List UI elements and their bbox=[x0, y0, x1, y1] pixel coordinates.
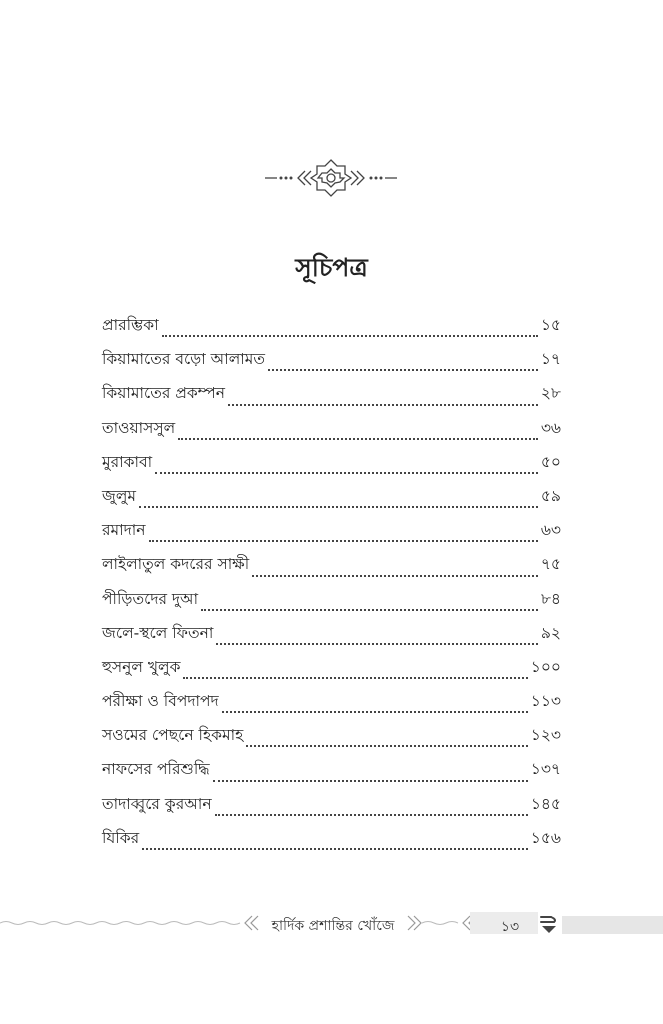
toc-entry-title: কিয়ামাতের বড়ো আলামত bbox=[102, 350, 266, 369]
toc-entry-title: পীড়িতদের দুআ bbox=[102, 589, 199, 608]
toc-entry-title: জলে-স্থলে ফিতনা bbox=[102, 623, 214, 642]
toc-entry-page: ১১৩ bbox=[530, 692, 561, 711]
toc-entry-page: ১৪৫ bbox=[530, 794, 561, 813]
dot-leader bbox=[149, 539, 538, 542]
page-number: ১৩ bbox=[500, 919, 520, 935]
dot-leader bbox=[201, 608, 538, 611]
octagram-star-ornament-icon bbox=[263, 156, 399, 200]
toc-entry-title: যিকির bbox=[102, 828, 140, 847]
toc-entry-page: ৫০ bbox=[540, 452, 561, 471]
dot-leader bbox=[178, 437, 538, 440]
toc-entry-page: ৯২ bbox=[540, 623, 561, 642]
publisher-logo-icon bbox=[538, 913, 560, 935]
dot-leader bbox=[246, 744, 528, 747]
toc-entry-page: ১২৩ bbox=[530, 726, 561, 745]
toc-entry-page: ৫৯ bbox=[540, 486, 561, 505]
toc-entry-title: মুরাকাবা bbox=[102, 452, 153, 471]
toc-entry-title: রমাদান bbox=[102, 521, 146, 540]
toc-entry-title: কিয়ামাতের প্রকম্পন bbox=[102, 384, 225, 403]
toc-entry-title: নাফসের পরিশুদ্ধি bbox=[102, 760, 210, 779]
dot-leader bbox=[216, 642, 538, 645]
toc-entry-page: ২৮ bbox=[540, 384, 561, 403]
toc-entry bbox=[102, 416, 561, 450]
toc-entry bbox=[102, 689, 561, 723]
toc-entry bbox=[102, 552, 561, 586]
toc-entry-title: সওমের পেছনে হিকমাহ bbox=[102, 726, 244, 745]
toc-entry bbox=[102, 484, 561, 518]
toc-entry bbox=[102, 792, 561, 826]
toc-entry bbox=[102, 450, 561, 484]
dot-leader bbox=[139, 505, 538, 508]
dot-leader bbox=[213, 779, 528, 782]
toc-entry bbox=[102, 347, 561, 381]
toc-entry-page: ১০০ bbox=[530, 657, 561, 676]
toc-entry bbox=[102, 518, 561, 552]
dot-leader bbox=[222, 710, 528, 713]
toc-entry-title: তাদাব্বুরে কুরআন bbox=[102, 794, 212, 813]
toc-entry-page: ১৭ bbox=[540, 350, 561, 369]
toc-entry bbox=[102, 381, 561, 415]
toc-entry-page: ১৩৭ bbox=[530, 760, 561, 779]
table-of-contents bbox=[102, 313, 561, 860]
toc-entry bbox=[102, 587, 561, 621]
running-book-title: হার্দিক প্রশান্তির খোঁজে bbox=[271, 918, 395, 934]
toc-entry-page: ৭৫ bbox=[540, 555, 561, 574]
toc-entry-title: প্রারম্ভিকা bbox=[102, 316, 159, 334]
toc-entry-page: ১৫ bbox=[540, 316, 561, 334]
toc-entry-page: ৮৪ bbox=[540, 589, 561, 608]
toc-entry-page: ৩৬ bbox=[540, 418, 561, 437]
toc-entry bbox=[102, 757, 561, 791]
dot-leader bbox=[142, 847, 528, 850]
toc-entry-title: হুসনুল খুলুক bbox=[102, 657, 181, 676]
toc-entry-title: লাইলাতুল কদরের সাক্ষী bbox=[102, 555, 250, 574]
page-footer bbox=[0, 906, 663, 940]
dot-leader bbox=[183, 676, 527, 679]
dot-leader bbox=[268, 368, 538, 371]
toc-entry bbox=[102, 655, 561, 689]
toc-entry-page: ১৫৬ bbox=[530, 828, 561, 847]
toc-entry bbox=[102, 723, 561, 757]
toc-entry bbox=[102, 826, 561, 860]
page-title: সূচিপত্র bbox=[295, 253, 368, 282]
toc-entry-page: ৬৩ bbox=[540, 521, 561, 540]
dot-leader bbox=[215, 813, 528, 816]
dot-leader bbox=[155, 471, 538, 474]
toc-entry-title: জুলুম bbox=[102, 486, 137, 505]
footer-bar bbox=[562, 916, 663, 934]
dot-leader bbox=[228, 403, 538, 406]
dot-leader bbox=[162, 334, 538, 337]
toc-entry bbox=[102, 621, 561, 655]
toc-entry bbox=[102, 313, 561, 347]
toc-entry-title: পরীক্ষা ও বিপদাপদ bbox=[102, 692, 219, 711]
dot-leader bbox=[252, 574, 538, 577]
toc-entry-title: তাওয়াসসুল bbox=[102, 418, 176, 437]
